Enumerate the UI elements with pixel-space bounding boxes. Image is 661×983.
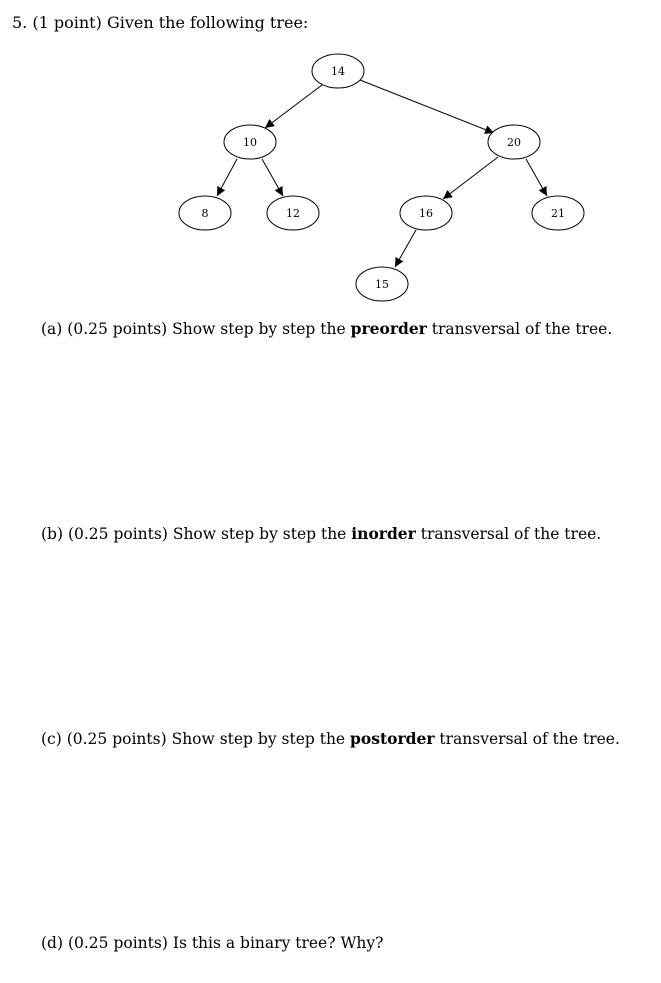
question-c: (c) (0.25 points) Show step by step the postorder transversal of the tree.	[41, 729, 620, 748]
keyword-preorder: preorder	[350, 319, 427, 338]
edge-20-21	[526, 159, 547, 196]
node-label-14: 14	[331, 65, 345, 78]
node-label-16: 16	[419, 207, 433, 220]
tree-node-14	[312, 54, 364, 88]
tree-node-12	[267, 196, 319, 230]
problem-number: 5.	[12, 13, 28, 32]
question-b: (b) (0.25 points) Show step by step the inorder transversal of the tree.	[41, 524, 602, 543]
problem-points: (1 point)	[32, 13, 102, 32]
tree-node-21	[532, 196, 584, 230]
tree-node-8	[179, 196, 231, 230]
node-label-20: 20	[507, 136, 521, 149]
edge-10-8	[217, 159, 237, 196]
tree-node-15	[356, 267, 408, 301]
problem-prompt: Given the following tree:	[106, 13, 309, 32]
keyword-postorder: postorder	[350, 729, 435, 748]
tree-node-16	[400, 196, 452, 230]
question-a: (a) (0.25 points) Show step by step the preorder transversal of the tree.	[41, 319, 613, 338]
tree-node-10	[224, 125, 276, 159]
node-label-15: 15	[375, 278, 389, 291]
edge-14-10	[265, 85, 322, 128]
tree-node-20	[488, 125, 540, 159]
node-label-12: 12	[286, 207, 300, 220]
binary-tree-diagram	[0, 0, 661, 310]
node-label-21: 21	[551, 207, 565, 220]
node-label-10: 10	[243, 136, 257, 149]
question-d: (d) (0.25 points) Is this a binary tree? Why?	[41, 934, 384, 952]
edge-20-16	[443, 157, 498, 199]
edge-10-12	[262, 159, 283, 196]
edge-14-20	[360, 80, 494, 133]
node-label-8: 8	[201, 207, 209, 220]
keyword-inorder: inorder	[351, 524, 416, 543]
edge-16-15	[395, 230, 416, 267]
